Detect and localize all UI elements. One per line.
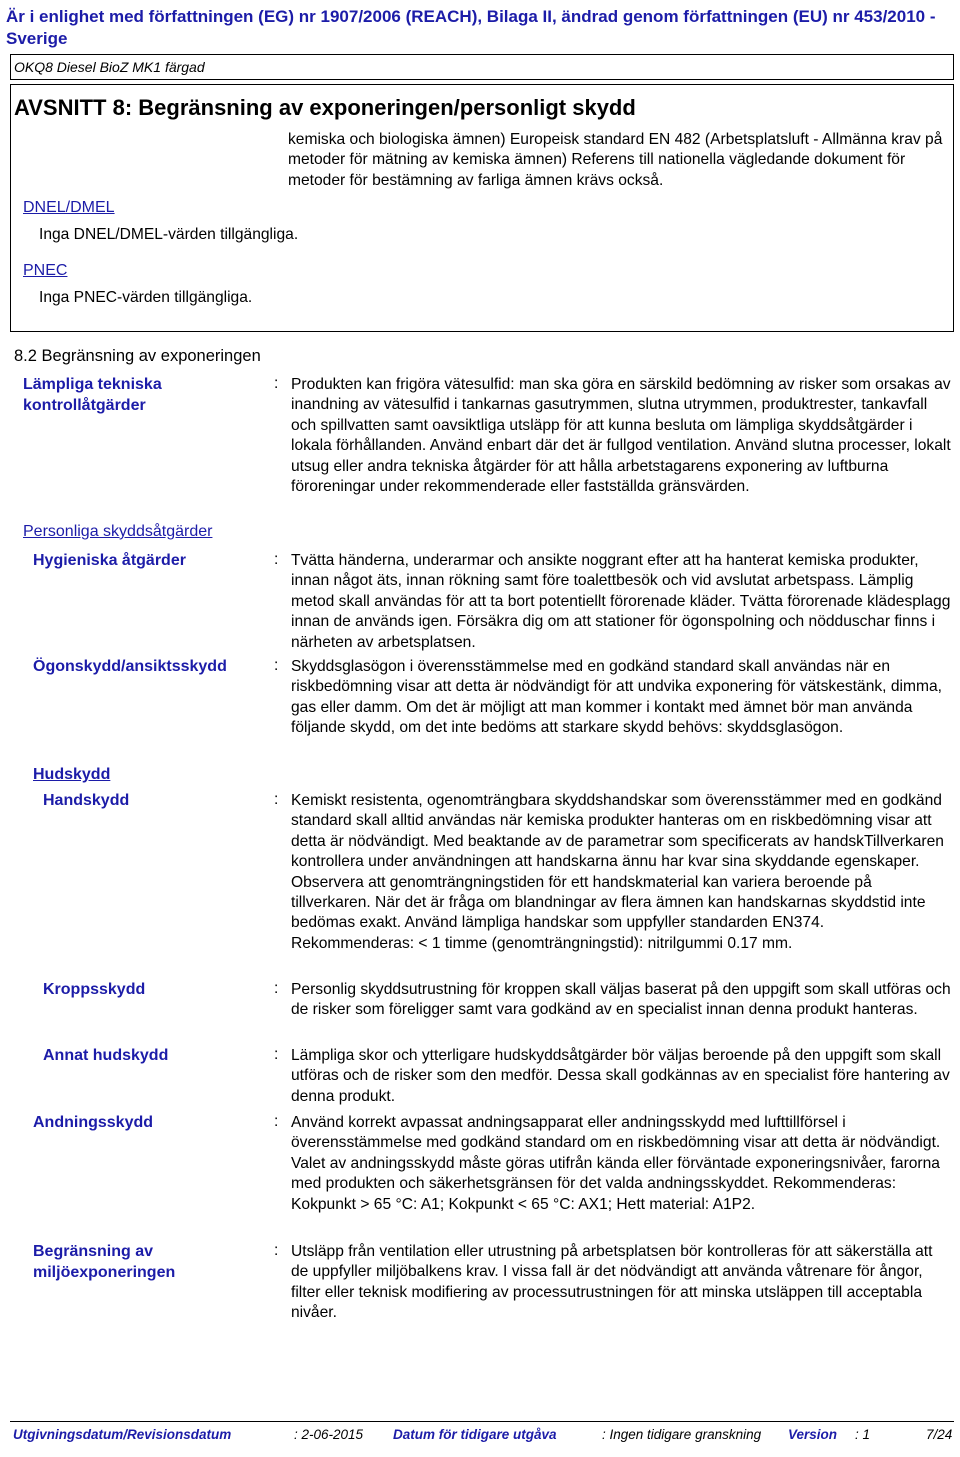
version-value: : 1 <box>855 1427 871 1442</box>
colon: : <box>274 1046 279 1063</box>
section-title: AVSNITT 8: Begränsning av exponeringen/personligt skydd <box>14 95 636 120</box>
dnel-text: Inga DNEL/DMEL-värden tillgängliga. <box>39 226 299 243</box>
product-name: OKQ8 Diesel BioZ MK1 färgad <box>10 54 954 80</box>
document-regulation-title: Är i enlighet med författningen (EG) nr 1907/2006 (REACH), Bilaga II, ändrad genom författningen (EU) nr 453/2010 - Sverige <box>6 7 936 48</box>
colon: : <box>274 980 279 997</box>
technical-controls-text: Produkten kan frigöra vätesulfid: man ska göra en särskild bedömning av risker som orsakas av inandning av vätesulfid i tankarnas gasutrymmen, slutna utrymmen, produktrester, tankavfall och spillvatten samt oavsiktliga utsläpp för att kunna besluta om lämpliga skyddsåtgärder i lokala förhållanden. Använd enbart där det är fullgod ventilation. Använd slutna processer, lokalt utsug eller andra tekniska åtgärder för att hålla arbetstagarens exponering av luftburna föroreningar under rekommenderade eller fastställda gränsvärden. <box>291 376 951 496</box>
eye-protection-label: Ögonskydd/ansiktsskydd <box>33 658 227 675</box>
pnec-heading: PNEC <box>23 262 68 279</box>
respiratory-text: Använd korrekt avpassat andningsapparat eller andningsskydd med lufttillförsel i överensstämmelse med godkänd standard om en riskbedömning visar att detta är nödvändigt. Valet av andningsskydd måste göras utifrån kända eller förväntade exponeringsnivåer, farorna med produkten och säkerhetsgränsen för det valda andningsskyddet. Rekommenderas: Kokpunkt > 65 °C: A1; Kokpunkt < 65 °C: AX1; Hett material: A1P2. <box>291 1114 941 1213</box>
hygiene-label: Hygieniska åtgärder <box>33 552 186 569</box>
technical-controls-label: Lämpliga tekniska kontrollåtgärder <box>23 376 162 414</box>
environmental-label: Begränsning av miljöexponeringen <box>33 1243 176 1281</box>
personal-protection-heading: Personliga skyddsåtgärder <box>23 523 213 540</box>
environmental-text: Utsläpp från ventilation eller utrustning på arbetsplatsen bör kontrolleras för att säkerställa att de uppfyller miljöbalkens krav. I vissa fall är det nödvändigt att använda våtrenare för ångor, filter eller teknisk modifiering av processutrustningen för att minska utsläppen till acceptabla nivåer. <box>291 1243 933 1322</box>
subsection-title: 8.2 Begränsning av exponeringen <box>14 347 261 365</box>
colon: : <box>274 791 279 808</box>
previous-date-value: : Ingen tidigare granskning <box>602 1427 762 1442</box>
dnel-heading: DNEL/DMEL <box>23 199 115 216</box>
version-label: Version <box>788 1427 838 1442</box>
colon: : <box>274 657 279 674</box>
pnec-text: Inga PNEC-värden tillgängliga. <box>39 289 253 306</box>
colon: : <box>274 1242 279 1259</box>
respiratory-label: Andningsskydd <box>33 1114 154 1131</box>
eye-protection-text: Skyddsglasögon i överensstämmelse med en godkänd standard skall användas när en riskbedömning visar att detta är nödvändigt för att undvika exponering för vätskestänk, dimma, gas eller damm. Om det är möjligt att man kommer i kontakt med ämnet bör man använda följande skydd, om det inte bedöms att starkare skydd behövs: skyddsglasögon. <box>291 658 942 737</box>
body-protection-text: Personlig skyddsutrustning för kroppen skall väljas baserat på den uppgift som skall utföras och de risker som föreligger samt vara godkänd av en specialist innan denna produkt hanteras. <box>291 981 951 1019</box>
skin-protection-heading: Hudskydd <box>33 766 111 783</box>
other-skin-label: Annat hudskydd <box>43 1047 169 1064</box>
previous-date-label: Datum för tidigare utgåva <box>393 1427 557 1442</box>
hygiene-text: Tvätta händerna, underarmar och ansikte noggrant efter att ha hanterat kemiska produkter, innan något äts, innan rökning samt före toalettbesök och vid avslutat arbetspass. Lämplig metod skall användas för att ta bort potentiellt förorenade kläder. Tvätta förorenade klädesplagg innan de används igen. Försäkra dig om att stationer för ögonspolning och nödduschar finns i närheten av arbetsplatsen. <box>291 552 951 651</box>
colon: : <box>274 375 279 392</box>
revision-date-value: : 2-06-2015 <box>294 1427 364 1442</box>
colon: : <box>274 551 279 568</box>
body-protection-label: Kroppsskydd <box>43 981 146 998</box>
colon: : <box>274 1113 279 1130</box>
footer <box>10 1421 954 1448</box>
continued-text: kemiska och biologiska ämnen) Europeisk standard EN 482 (Arbetsplatsluft - Allmänna krav på metoder för mätning av kemiska ämnen) Referens till nationella vägledande dokument för metoder för bestämning av farliga ämnen krävs också. <box>288 131 943 189</box>
hand-protection-text: Kemiskt resistenta, ogenomträngbara skyddshandskar som överensstämmer med en godkänd standard skall alltid användas när kemiska produkter hanteras om en riskbedömning visar att detta är nödvändigt. Med beaktande av de parametrar som specificerats av handskTillverkaren kontrollera under användningen att handskarna ännu har kvar sina skyddande egenskaper. Observera att genomträngningstiden för ett handskmaterial kan variera beroende på tillverkaren. När det är fråga om blandningar av flera ämnen kan handskarnas skyddstid inte bedömas exakt. Använd lämpliga handskar som uppfyller standarden EN374. Rekommenderas: < 1 timme (genomträngningstid): nitrilgummi 0.17 mm. <box>291 792 944 952</box>
revision-date-label: Utgivningsdatum/Revisionsdatum <box>13 1427 232 1442</box>
page-number: 7/24 <box>926 1427 953 1442</box>
hand-protection-label: Handskydd <box>43 792 130 809</box>
other-skin-text: Lämpliga skor och ytterligare hudskyddsåtgärder bör väljas beroende på den uppgift som skall utföras och de risker som den medför. Dessa skall godkännas av en specialist före hantering av denna produkt. <box>291 1047 950 1105</box>
